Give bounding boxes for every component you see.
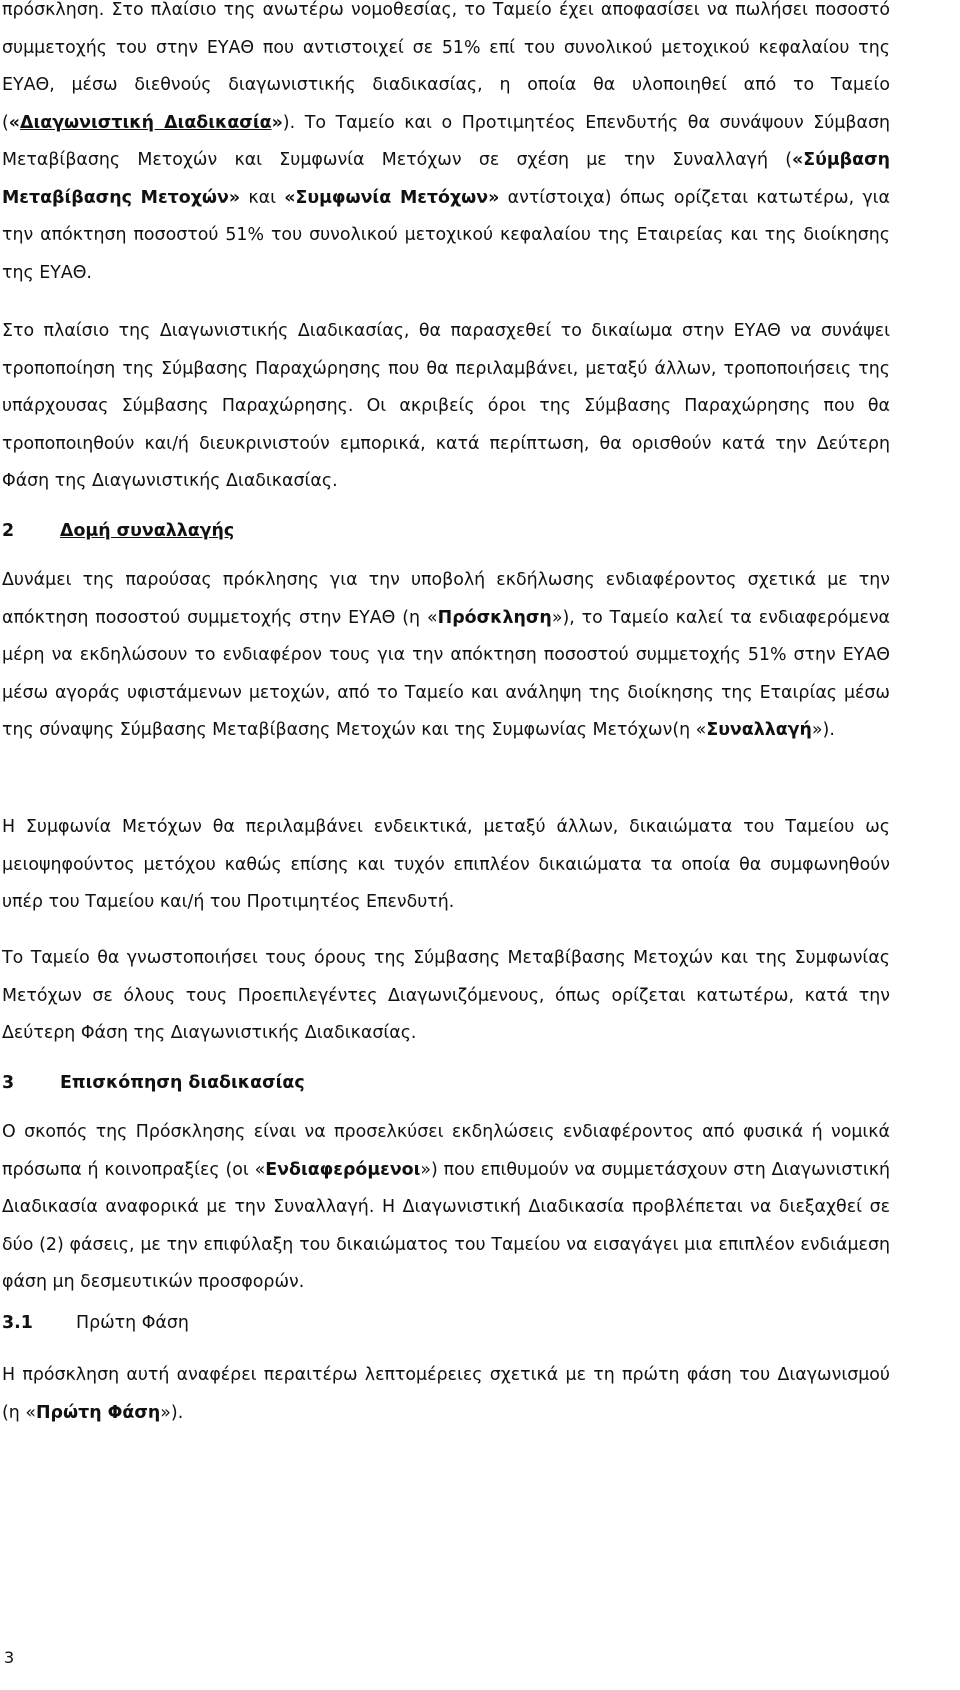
paragraph-first-phase: Η πρόσκληση αυτή αναφέρει περαιτέρω λεπτομέρειες σχετικά με τη πρώτη φάση του Διαγωνισμού (η «Πρώτη Φάση»). (2, 1365, 890, 1423)
paragraph-shareholders-agreement: Η Συμφωνία Μετόχων θα περιλαμβάνει ενδεικτικά, μεταξύ άλλων, δικαιώματα του Ταμείου ως μειοψηφούντος μετόχου καθώς επίσης και τυχόν επιπλέον δικαιώματα τα οποία θα συμφωνηθούν υπέρ του Ταμείου και/ή του Προτιμητέος Επενδυτή. (2, 817, 890, 912)
paragraph-process-overview: Ο σκοπός της Πρόσκλησης είναι να προσελκύσει εκδηλώσεις ενδιαφέροντος από φυσικά ή νομικά πρόσωπα ή κοινοπραξίες (οι «Ενδιαφερόμενοι») που επιθυμούν να συμμετάσχουν στη Διαγωνιστική Διαδικασία αναφορικά με την Συναλλαγή. Η Διαγωνιστική Διαδικασία προβλέπεται να διεξαχθεί σε δύο (2) φάσεις, με την επιφύλαξη του δικαιώματος του Ταμείου να εισαγάγει μια επιπλέον ενδιάμεση φάση μη δεσμευτικών προσφορών. (2, 1122, 890, 1292)
paragraph-transaction-structure: Δυνάμει της παρούσας πρόκλησης για την υποβολή εκδήλωσης ενδιαφέροντος σχετικά με την απόκτηση ποσοστού συμμετοχής στην ΕΥΑΘ (η «Πρόσκληση»), το Ταμείο καλεί τα ενδιαφερόμενα μέρη να εκδηλώσουν το ενδιαφέρον τους για την απόκτηση ποσοστού συμμετοχής 51% στην ΕΥΑΘ μέσω αγοράς υφιστάμενων μετοχών, από το Ταμείο και ανάληψη της διοίκησης της Εταιρίας μέσω της σύναψης Σύμβασης Μεταβίβασης Μετοχών και της Συμφωνίας Μετόχων(η «Συναλλαγή»). (2, 570, 890, 740)
page-number: 3 (4, 1648, 15, 1667)
paragraph-concession-amendment: Στο πλαίσιο της Διαγωνιστικής Διαδικασίας, θα παρασχεθεί το δικαίωμα στην ΕΥΑΘ να συνάψει τροποποίηση της Σύμβασης Παραχώρησης που θα περιλαμβάνει, μεταξύ άλλων, τροποποιήσεις της υπάρχουσας Σύμβασης Παραχώρησης. Οι ακριβείς όροι της Σύμβασης Παραχώρησης που θα τροποποιηθούν και/ή διευκρινιστούν εμπορικά, κατά περίπτωση, θα ορισθούν κατά την Δεύτερη Φάση της Διαγωνιστικής Διαδικασίας. (2, 321, 890, 491)
paragraph-invitation-intro: πρόσκληση. Στο πλαίσιο της ανωτέρω νομοθεσίας, το Ταμείο έχει αποφασίσει να πωλήσει ποσοστό συμμετοχής του στην ΕΥΑΘ που αντιστοιχεί σε 51% επί του συνολικού μετοχικού κεφαλαίου της ΕΥΑΘ, μέσω διεθνούς διαγωνιστικής διαδικασίας, η οποία θα υλοποιηθεί από το Ταμείο («Διαγωνιστική Διαδικασία»). Το Ταμείο και ο Προτιμητέος Επενδυτής θα συνάψουν Σύμβαση Μεταβίβασης Μετοχών και Συμφωνία Μετόχων σε σχέση με την Συναλλαγή («Σύμβαση Μεταβίβασης Μετοχών» και «Συμφωνία Μετόχων» αντίστοιχα) όπως ορίζεται κατωτέρω, για την απόκτηση ποσοστού 51% του συνολικού μετοχικού κεφαλαίου της Εταιρείας και της διοίκησης της ΕΥΑΘ. (2, 0, 890, 283)
section-heading-2: 2 Δομή συναλλαγής (2, 521, 235, 541)
paragraph-terms-notification: Το Ταμείο θα γνωστοποιήσει τους όρους της Σύμβασης Μεταβίβασης Μετοχών και της Συμφωνίας Μετόχων σε όλους τους Προεπιλεγέντες Διαγωνιζόμενους, όπως ορίζεται κατωτέρω, κατά την Δεύτερη Φάση της Διαγωνιστικής Διαδικασίας. (2, 948, 890, 1043)
section-heading-3-1: 3.1 Πρώτη Φάση (2, 1313, 189, 1333)
section-heading-3: 3 Επισκόπηση διαδικασίας (2, 1073, 305, 1093)
